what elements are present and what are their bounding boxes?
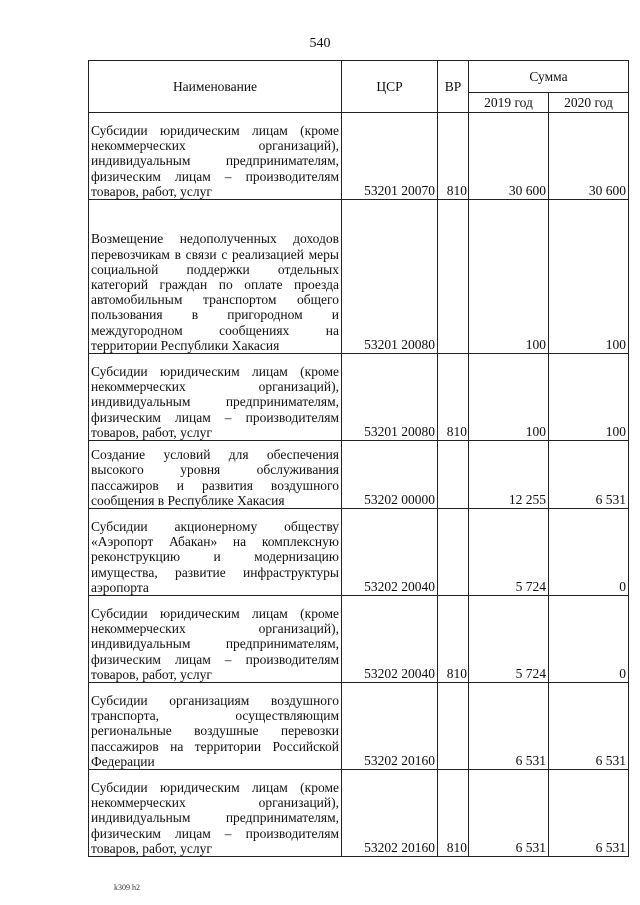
- row-vr: [438, 200, 469, 354]
- row-name: Создание условий для обеспечения высокого уровня обслуживания пассажиров и развития воздушного сообщения в Республике Хакасия: [89, 441, 342, 509]
- table-row: [89, 441, 629, 509]
- row-csr: 53201 20080: [342, 200, 438, 354]
- row-sum-2020: 0: [549, 509, 629, 596]
- row-sum-2020: 30 600: [549, 113, 629, 200]
- header-name: Наименование: [89, 61, 342, 113]
- header-vr: ВР: [438, 61, 469, 113]
- header-csr: ЦСР: [342, 61, 438, 113]
- row-name: Субсидии юридическим лицам (кроме некоммерческих организаций), индивидуальным предпринимателям, физическим лицам – производителям товаров, работ, услуг: [89, 596, 342, 683]
- table-row: [89, 200, 629, 354]
- row-sum-2020: 6 531: [549, 441, 629, 509]
- row-name: Возмещение недополученных доходов перевозчикам в связи с реализацией меры социальной поддержки отдельных категорий граждан по оплате проезда автомобильным транспортом общего пользования в пригородном и междугородном сообщениях на территории Республики Хакасия: [89, 200, 342, 354]
- budget-table: [88, 60, 629, 857]
- row-sum-2019: 6 531: [469, 683, 549, 770]
- row-name: Субсидии юридическим лицам (кроме некоммерческих организаций), индивидуальным предпринимателям, физическим лицам – производителям товаров, работ, услуг: [89, 113, 342, 200]
- table-row: [89, 596, 629, 683]
- row-sum-2020: 0: [549, 596, 629, 683]
- row-name: Субсидии акционерному обществу «Аэропорт Абакан» на комплексную реконструкцию и модернизацию имущества, развитие инфраструктуры аэропорта: [89, 509, 342, 596]
- table-row: [89, 683, 629, 770]
- row-sum-2020: 100: [549, 354, 629, 441]
- row-vr: 810: [438, 770, 469, 857]
- row-sum-2020: 6 531: [549, 683, 629, 770]
- row-vr: [438, 441, 469, 509]
- row-sum-2019: 5 724: [469, 509, 549, 596]
- row-vr: 810: [438, 354, 469, 441]
- header-sum: Сумма: [469, 61, 629, 93]
- row-csr: 53202 20160: [342, 770, 438, 857]
- row-csr: 53202 00000: [342, 441, 438, 509]
- header-year-2020: 2020 год: [549, 93, 629, 113]
- table-row: [89, 770, 629, 857]
- row-name: Субсидии организациям воздушного транспорта, осуществляющим региональные воздушные перевозки пассажиров на территории Российской Федерации: [89, 683, 342, 770]
- header-row: [89, 61, 629, 93]
- row-sum-2020: 100: [549, 200, 629, 354]
- page-number: 540: [309, 36, 331, 51]
- row-sum-2020: 6 531: [549, 770, 629, 857]
- row-vr: 810: [438, 596, 469, 683]
- row-sum-2019: 12 255: [469, 441, 549, 509]
- row-vr: 810: [438, 113, 469, 200]
- row-name: Субсидии юридическим лицам (кроме некоммерческих организаций), индивидуальным предпринимателям, физическим лицам – производителям товаров, работ, услуг: [89, 770, 342, 857]
- table-row: [89, 509, 629, 596]
- table-row: [89, 113, 629, 200]
- row-csr: 53201 20080: [342, 354, 438, 441]
- row-name: Субсидии юридическим лицам (кроме некоммерческих организаций), индивидуальным предпринимателям, физическим лицам – производителям товаров, работ, услуг: [89, 354, 342, 441]
- row-csr: 53202 20040: [342, 509, 438, 596]
- row-vr: [438, 683, 469, 770]
- row-sum-2019: 30 600: [469, 113, 549, 200]
- header-year-2019: 2019 год: [469, 93, 549, 113]
- row-sum-2019: 100: [469, 200, 549, 354]
- row-csr: 53202 20160: [342, 683, 438, 770]
- footer-code: k309 h2: [114, 883, 140, 892]
- row-csr: 53201 20070: [342, 113, 438, 200]
- row-sum-2019: 5 724: [469, 596, 549, 683]
- row-sum-2019: 6 531: [469, 770, 549, 857]
- row-csr: 53202 20040: [342, 596, 438, 683]
- row-sum-2019: 100: [469, 354, 549, 441]
- row-vr: [438, 509, 469, 596]
- table-row: [89, 354, 629, 441]
